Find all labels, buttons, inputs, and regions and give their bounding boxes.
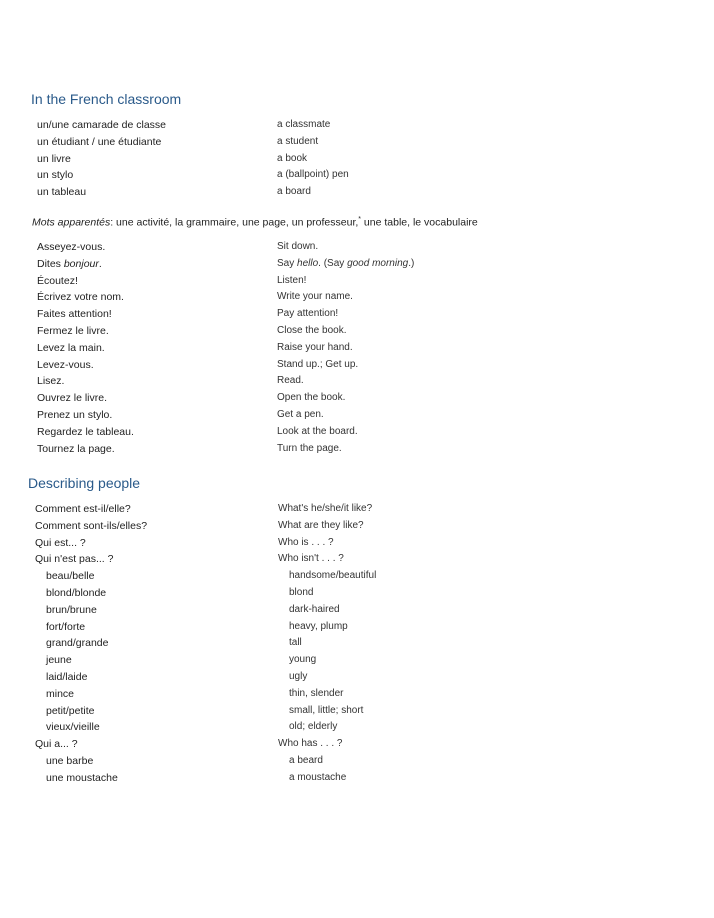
english-term: a beard xyxy=(289,754,323,766)
section-title-classroom: In the French classroom xyxy=(31,91,182,107)
english-term-part: . (Say xyxy=(318,257,348,269)
vocab-row xyxy=(0,167,714,184)
french-term: mince xyxy=(46,687,75,700)
vocab-row xyxy=(0,568,714,585)
vocab-row xyxy=(0,585,714,602)
english-term: a classmate xyxy=(277,119,331,130)
french-term: Comment sont-ils/elles? xyxy=(35,519,148,532)
vocab-row xyxy=(0,357,714,374)
french-term: Tournez la page. xyxy=(37,442,115,455)
vocab-row xyxy=(0,602,714,619)
french-term: Faites attention! xyxy=(37,308,112,321)
vocab-row xyxy=(0,703,714,720)
english-term: Listen! xyxy=(277,274,307,286)
vocab-row xyxy=(0,151,714,168)
vocab-row xyxy=(0,273,714,290)
french-term: Levez-vous. xyxy=(37,358,94,371)
english-term: blond xyxy=(289,586,314,598)
french-term: Écoutez! xyxy=(37,274,78,287)
vocab-row xyxy=(0,669,714,686)
vocab-row xyxy=(0,635,714,652)
french-term: blond/blonde xyxy=(46,586,107,599)
vocab-row xyxy=(0,619,714,636)
english-term: What's he/she/it like? xyxy=(278,503,373,514)
vocab-row xyxy=(0,256,714,273)
french-term: brun/brune xyxy=(46,603,97,616)
english-term: Who isn't . . . ? xyxy=(278,553,344,565)
english-term: Sit down. xyxy=(277,241,319,252)
commands-vocab-list xyxy=(0,239,714,457)
english-term: dark-haired xyxy=(289,603,340,615)
english-term: Read. xyxy=(277,375,304,387)
vocab-row xyxy=(0,134,714,151)
people-vocab-list xyxy=(0,501,714,787)
french-term: petit/petite xyxy=(46,704,95,717)
french-term: Qui n'est pas... ? xyxy=(35,553,114,566)
english-term: Who is . . . ? xyxy=(278,536,334,548)
french-term: Comment est-il/elle? xyxy=(35,503,131,515)
french-term: Qui a... ? xyxy=(35,738,78,751)
english-term: handsome/beautiful xyxy=(289,570,377,582)
french-term-italic: bonjour xyxy=(63,257,99,270)
french-term: Prenez un stylo. xyxy=(37,408,113,421)
vocab-row xyxy=(0,184,714,201)
english-term: Raise your hand. xyxy=(277,341,353,353)
vocab-row xyxy=(0,770,714,787)
english-term: a student xyxy=(277,135,319,147)
french-term: une moustache xyxy=(46,771,118,784)
english-term: small, little; short xyxy=(289,704,364,716)
vocab-row xyxy=(0,441,714,458)
vocab-row xyxy=(0,323,714,340)
french-term: Ouvrez le livre. xyxy=(37,392,108,405)
vocab-row xyxy=(0,551,714,568)
vocab-row xyxy=(0,289,714,306)
vocab-row xyxy=(0,686,714,703)
english-term-part: Say xyxy=(277,257,298,269)
french-term: un étudiant / une étudiante xyxy=(37,135,162,148)
french-term: grand/grande xyxy=(46,637,109,650)
english-term: old; elderly xyxy=(289,721,338,733)
english-term: a book xyxy=(277,152,308,164)
english-term: heavy, plump xyxy=(289,620,348,632)
english-term: young xyxy=(289,654,317,666)
vocab-row xyxy=(0,390,714,407)
vocab-row xyxy=(0,535,714,552)
french-term-part: Dites xyxy=(37,257,64,270)
english-term-part: .) xyxy=(408,257,415,269)
french-term-part: . xyxy=(98,257,102,270)
english-term-italic: hello xyxy=(297,257,319,269)
english-term-italic: good morning xyxy=(347,257,409,269)
vocab-row xyxy=(0,719,714,736)
french-term: beau/belle xyxy=(46,570,95,583)
english-term: thin, slender xyxy=(289,687,344,699)
english-term: ugly xyxy=(289,670,308,682)
french-term: Fermez le livre. xyxy=(37,324,109,337)
vocab-row xyxy=(0,239,714,256)
vocab-row xyxy=(0,373,714,390)
vocab-row xyxy=(0,306,714,323)
english-term: a board xyxy=(277,186,311,198)
french-term: Lisez. xyxy=(37,375,65,388)
vocab-row xyxy=(0,501,714,518)
cognates-line xyxy=(32,212,478,231)
vocab-row xyxy=(0,736,714,753)
french-term: Asseyez-vous. xyxy=(37,241,106,253)
french-term: jeune xyxy=(46,654,72,667)
english-term: Get a pen. xyxy=(277,408,324,420)
vocab-row xyxy=(0,652,714,669)
vocab-row xyxy=(0,340,714,357)
english-term: tall xyxy=(289,637,302,649)
french-term: Écrivez votre nom. xyxy=(37,291,124,304)
english-term: Close the book. xyxy=(277,324,347,336)
cognates-text: : une activité, la grammaire, une page, un professeur, xyxy=(110,216,359,229)
french-term: une barbe xyxy=(46,754,94,767)
cognates-text-end: une table, le vocabulaire xyxy=(361,216,478,229)
vocab-row xyxy=(0,407,714,424)
english-term: Pay attention! xyxy=(277,308,339,320)
french-term: Qui est... ? xyxy=(35,536,86,549)
french-term: vieux/vieille xyxy=(46,721,100,734)
english-term: Turn the page. xyxy=(277,442,342,454)
french-term: un stylo xyxy=(37,169,74,182)
english-term: Stand up.; Get up. xyxy=(277,358,359,370)
vocab-row xyxy=(0,518,714,535)
vocab-row xyxy=(0,753,714,770)
english-term: Write your name. xyxy=(277,291,353,303)
section-title-people: Describing people xyxy=(28,475,141,491)
english-term: a moustache xyxy=(289,771,347,783)
french-term: un livre xyxy=(37,152,71,165)
classroom-vocab-list xyxy=(0,117,714,201)
french-term: fort/forte xyxy=(46,620,86,633)
vocab-row xyxy=(0,424,714,441)
english-term: What are they like? xyxy=(278,519,364,531)
english-term: Look at the board. xyxy=(277,425,358,437)
vocab-row xyxy=(0,117,714,134)
cognates-label: Mots apparentés xyxy=(32,216,111,229)
french-term: un tableau xyxy=(37,186,87,199)
english-term xyxy=(277,256,414,272)
french-term: laid/laide xyxy=(46,670,88,683)
english-term: a (ballpoint) pen xyxy=(277,169,349,181)
french-term: Levez la main. xyxy=(37,341,105,354)
french-term: Regardez le tableau. xyxy=(37,425,134,438)
french-term: un/une camarade de classe xyxy=(37,119,166,131)
french-term xyxy=(37,256,102,272)
english-term: Who has . . . ? xyxy=(278,738,343,750)
english-term: Open the book. xyxy=(277,392,346,404)
footnote-marker: * xyxy=(358,216,362,223)
